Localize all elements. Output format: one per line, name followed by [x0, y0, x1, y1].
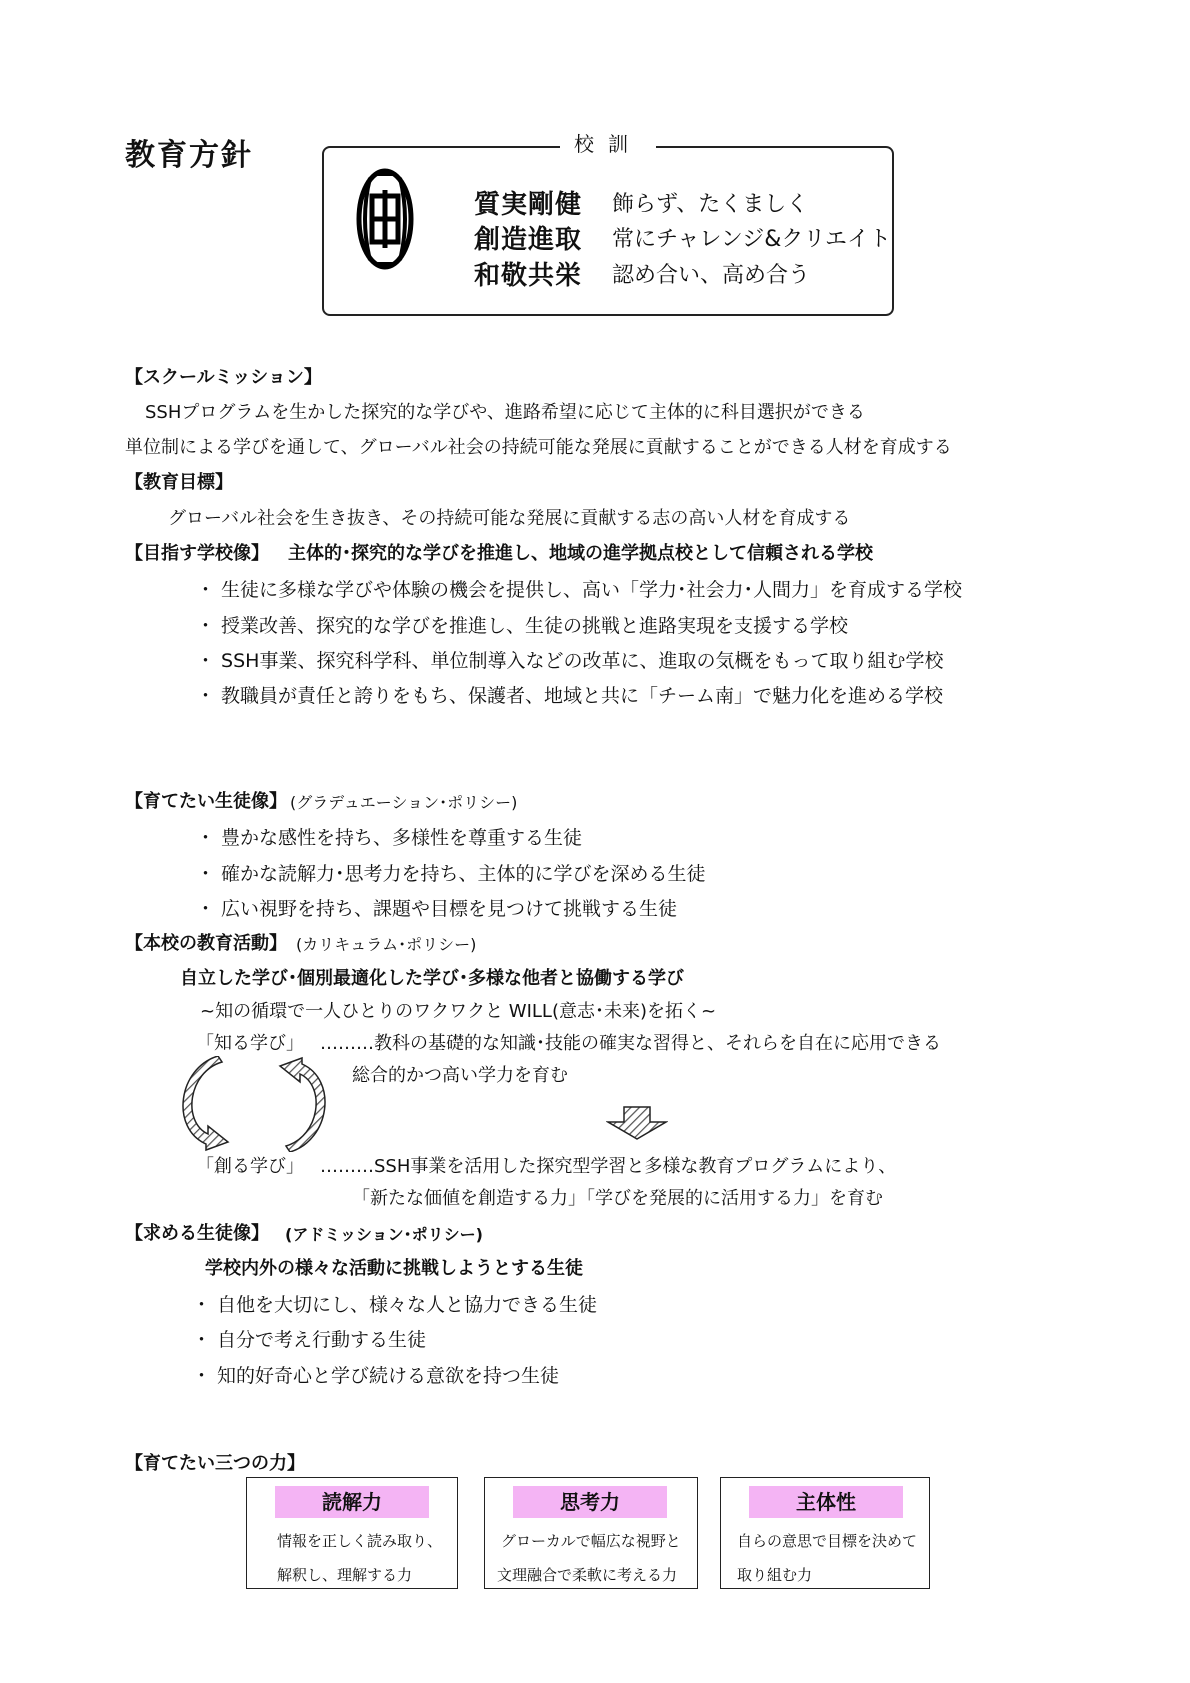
- admission-item-3: ・ 知的好奇心と学び続ける意欲を持つ生徒: [192, 1365, 560, 1387]
- cycle-arrows-icon: [178, 1056, 330, 1152]
- power-card-title: 読解力: [275, 1486, 429, 1518]
- graduation-sub: (グラデュエーション･ポリシー): [290, 793, 518, 812]
- power-card-line-1: 情報を正しく読み取り、: [277, 1532, 443, 1550]
- motto-value-2: 常にチャレンジ&クリエイト: [612, 227, 891, 252]
- graduation-item-3: ・ 広い視野を持ち、課題や目標を見つけて挑戦する生徒: [196, 898, 678, 920]
- motto-key-1: 質実剛健: [474, 190, 583, 220]
- power-card-thinking: [484, 1477, 698, 1589]
- curriculum-heading: 【本校の教育活動】: [125, 933, 287, 954]
- motto-value-1: 飾らず、たくましく: [612, 192, 809, 217]
- know-label: 「知る学び」: [196, 1033, 304, 1054]
- school-emblem-icon: [356, 168, 414, 270]
- ideal-school-heading: 【目指す学校像】: [125, 543, 269, 564]
- ideal-school-headline: 主体的･探究的な学びを推進し、地域の進学拠点校として信頼される学校: [288, 543, 873, 564]
- power-card-line-2: 解釈し、理解する力: [277, 1566, 413, 1584]
- goal-heading: 【教育目標】: [125, 472, 233, 493]
- graduation-item-2: ・ 確かな読解力･思考力を持ち、主体的に学びを深める生徒: [196, 863, 706, 885]
- ideal-school-item-1: ・ 生徒に多様な学びや体験の機会を提供し、高い「学力･社会力･人間力」を育成する学校: [196, 579, 963, 601]
- ideal-school-item-2: ・ 授業改善、探究的な学びを推進し、生徒の挑戦と進路実現を支援する学校: [196, 615, 849, 637]
- mission-line-1: SSHプログラムを生かした探究的な学びや、進路希望に応じて主体的に科目選択ができる: [145, 402, 865, 423]
- curriculum-tagline: ~知の循環で一人ひとりのワクワクと WILL(意志･未来)を拓く~: [200, 1001, 717, 1022]
- goal-text: グローバル社会を生き抜き、その持続可能な発展に貢献する志の高い人材を育成する: [168, 508, 851, 529]
- three-powers-heading: 【育てたい三つの力】: [125, 1453, 305, 1474]
- power-card-line-2: 取り組む力: [737, 1566, 813, 1584]
- create-desc-1: ………SSH事業を活用した探究型学習と多様な教育プログラムにより、: [320, 1156, 897, 1177]
- motto-key-3: 和敬共栄: [474, 261, 583, 291]
- motto-label: 校訓: [560, 128, 656, 157]
- admission-heading: 【求める生徒像】: [125, 1223, 269, 1244]
- power-card-line-1: グローカルで幅広な視野と: [501, 1532, 681, 1550]
- create-label: 「創る学び」: [196, 1156, 304, 1177]
- mission-line-2: 単位制による学びを通して、グローバル社会の持続可能な発展に貢献することができる人材を育成する: [125, 437, 952, 458]
- graduation-heading: 【育てたい生徒像】: [125, 791, 287, 812]
- power-card-reading: [246, 1477, 458, 1589]
- hatched-down-arrow-icon: [606, 1106, 668, 1140]
- admission-sub: (アドミッション･ポリシー): [285, 1225, 483, 1244]
- mission-heading: 【スクールミッション】: [125, 367, 322, 388]
- admission-item-1: ・ 自他を大切にし、様々な人と協力できる生徒: [192, 1294, 598, 1316]
- page-title: 教育方針: [125, 138, 253, 173]
- motto-value-3: 認め合い、高め合う: [612, 263, 811, 288]
- ideal-school-item-3: ・ SSH事業、探究科学科、単位制導入などの改革に、進取の気概をもって取り組む学校: [196, 650, 944, 672]
- admission-headline: 学校内外の様々な活動に挑戦しようとする生徒: [205, 1258, 583, 1279]
- ideal-school-item-4: ・ 教職員が責任と誇りをもち、保護者、地域と共に「チーム南」で魅力化を進める学校: [196, 685, 944, 707]
- know-desc-2: 総合的かつ高い学力を育む: [352, 1065, 568, 1086]
- motto-key-2: 創造進取: [474, 225, 583, 255]
- power-card-line-1: 自らの意思で目標を決めて: [737, 1532, 918, 1550]
- create-desc-2: 「新たな価値を創造する力」「学びを発展的に活用する力」を育む: [352, 1188, 883, 1209]
- graduation-item-1: ・ 豊かな感性を持ち、多様性を尊重する生徒: [196, 827, 583, 849]
- know-desc-1: ………教科の基礎的な知識･技能の確実な習得と、それらを自在に応用できる: [320, 1033, 941, 1054]
- power-card-line-2: 文理融合で柔軟に考える力: [497, 1566, 678, 1584]
- power-card-title: 思考力: [513, 1486, 667, 1518]
- admission-item-2: ・ 自分で考え行動する生徒: [192, 1329, 427, 1351]
- curriculum-sub: (カリキュラム･ポリシー): [296, 935, 477, 954]
- power-card-title: 主体性: [749, 1486, 903, 1518]
- curriculum-headline: 自立した学び･個別最適化した学び･多様な他者と協働する学び: [180, 968, 684, 989]
- power-card-initiative: [720, 1477, 930, 1589]
